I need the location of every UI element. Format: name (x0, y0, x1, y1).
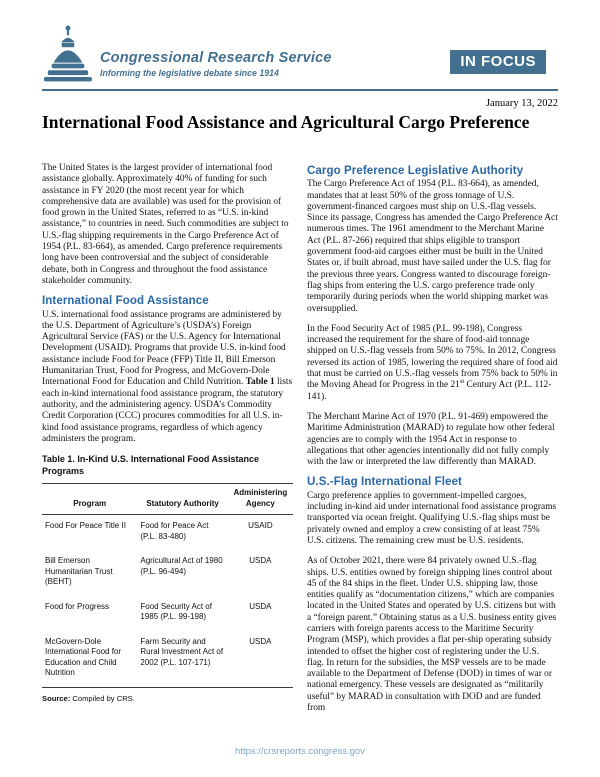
cell-statutory-authority: Food for Peace Act (P.L. 83-480) (140, 521, 209, 541)
table-row (42, 550, 293, 596)
international-food-assistance-paragraph (42, 310, 293, 446)
intro-paragraph: The United States is the largest provider of international food assistance globally. Approximately 40% of funding for such assistance in FY 2020 (the most recent year for which comprehensive data are available) was used for the provision of food grown in the United States, referred to as “U.S. in-kind assistance,” to countries in need. Such commodities are subject to U.S.-flag shipping requirements in the Cargo Preference Act of 1954 (P.L. 83-664), as amended. Cargo preference requirements long have been controversial and the subject of considerable debate, both in Congress and throughout the food assistance stakeholder community. (42, 163, 289, 286)
table-row (42, 515, 293, 551)
header-divider (42, 89, 558, 91)
cell-agency: USDA (249, 601, 272, 611)
right-column (307, 163, 558, 741)
paragraph-text: lists each in-kind international food assistance program, the statutory authority, and the administering agency. USDA’s Commodity Credit Corporation (CCC) procures commodities for all U.S. in-kind food assistance programs, regardless of which agency administers the program. (42, 377, 293, 444)
table-row (42, 631, 293, 688)
in-focus-badge: IN FOCUS (450, 50, 546, 74)
cell-statutory-authority: Food Security Act of 1985 (P.L. 99-198) (140, 601, 212, 622)
ordinal-superscript: st (459, 378, 465, 386)
column-header-statutory-authority: Statutory Authority (137, 484, 227, 515)
report-date: January 13, 2022 (485, 98, 558, 109)
cargo-preference-paragraph-2 (307, 324, 558, 403)
source-text: Compiled by CRS. (70, 693, 135, 703)
table-1-reference: Table 1 (245, 377, 275, 388)
section-heading-us-flag-international-fleet: U.S.-Flag International Fleet (307, 476, 462, 489)
table-title: Table 1. In-Kind U.S. International Food Assistance Programs (42, 454, 260, 476)
cell-agency: USDA (228, 631, 293, 688)
cell-agency: USDA (249, 556, 272, 566)
footer-url[interactable]: https://crsreports.congress.gov (235, 746, 365, 757)
logo-text-block (100, 50, 332, 82)
source-label: Source: (42, 693, 71, 703)
left-column (42, 163, 293, 741)
org-name: Congressional Research Service (100, 50, 332, 66)
paragraph-text: Century Act (P.L. 112-141). (307, 380, 552, 402)
capitol-dome-icon (42, 24, 92, 82)
cell-program: McGovern-Dole International Food for Education and Child Nutrition (42, 631, 137, 688)
table-source-note (42, 693, 293, 704)
us-flag-fleet-paragraph-1: Cargo preference applies to government-impelled cargoes, including in-kind aid under international food assistance programs transported via ocean freight. Qualifying U.S.-flag ships must be privately owned and employ a crew consisting of at least 75% U.S. citizens. The remaining crew must be U.S. residents. (307, 490, 557, 546)
page-footer (0, 741, 600, 759)
org-tagline: Informing the legislative debate since 1914 (100, 68, 279, 78)
table-header-row (42, 484, 293, 515)
us-flag-fleet-paragraph-2: As of October 2021, there were 84 privately owned U.S.-flag ships. U.S. entities owned by foreign shipping lines control about 45 of the 84 ships in the fleet. Under U.S. shipping law, those entities qualify as “documentation citizens,” which are companies located in the United States and operated by U.S. citizens but with a “foreign parent.” Obtaining status as a U.S. business entity gives carriers with foreign parents access to the Maritime Security Program (MSP), which provides a flat per-ship operating subsidy intended to offset the higher cost of registering under the U.S. flag. In return for the subsidies, the MSP vessels are to be made available to the Department of Defense (DOD) in times of war or national emergency. These vessels are designated as “militarily useful” by MARAD in consultation with DOD and are funded from (307, 556, 557, 714)
cell-program: Bill Emerson Humanitarian Trust (BEHT) (45, 556, 113, 587)
table-row (42, 596, 293, 631)
food-assistance-programs-table (42, 483, 293, 688)
column-header-administering-agency: Administering Agency (228, 484, 293, 515)
page-header (42, 24, 558, 88)
paragraph-text: U.S. international food assistance programs are administered by the U.S. Department of Agriculture’s (USDA’s) Foreign Agricultural Service (FAS) or the U.S. Agency for International Development (USAID). Programs that provide U.S. in-kind food assistance include Food for Peace (FFP) Title II, Bill Emerson Humanitarian Trust, Food for Progress, and McGovern-Dole International Food for Education and Child Nutrition. (42, 309, 286, 388)
cargo-preference-paragraph-3: The Merchant Marine Act of 1970 (P.L. 91-469) empowered the Maritime Administration (MARAD) to regulate how other federal agencies are to comply with the 1954 Act in response to allegations that other agencies intentionally did not fully comply with the law or interpreted the law differently than MARAD. (307, 411, 555, 468)
cell-program: Food For Peace Title II (45, 521, 126, 531)
cell-statutory-authority: Agricultural Act of 1980 (P.L. 96-494) (140, 556, 223, 576)
page-title: International Food Assistance and Agricultural Cargo Preference (42, 112, 530, 132)
paragraph-text: In the Food Security Act of 1985 (P.L. 99-198), Congress increased the requirement for the share of food-aid tonnage shipped on U.S.-flag vessels from 50% to 75%. In 2012, Congress reversed its action of 1985, lowering the required share of food aid that must be carried on U.S.-flag vessels from 75% back to 50% in the Moving Ahead for Progress in the 21 (307, 323, 558, 391)
cell-agency: USAID (248, 521, 273, 531)
cargo-preference-paragraph-1: The Cargo Preference Act of 1954 (P.L. 83-664), as amended, mandates that at least 50% of the gross tonnage of U.S. government-financed cargoes must ship on U.S.-flag vessels. Since its passage, Congress has amended the Cargo Preference Act numerous times. The 1961 amendment to the Merchant Marine Act (P.L. 87-266) required that ships eligible to transport government food-aid cargoes either must be built in the United States or, if built abroad, must have sailed under the U.S. flag for the previous three years. Congress wanted to discourage foreign-flag ships from entering the U.S. cargo preference trade only temporarily during periods when the world shipping market was oversupplied. (307, 179, 558, 314)
section-heading-cargo-preference-legislative-authority: Cargo Preference Legislative Authority (307, 165, 524, 177)
two-column-body (42, 163, 558, 741)
cell-program: Food for Progress (45, 601, 110, 611)
cell-statutory-authority: Farm Security and Rural Investment Act of 2002 (P.L. 107-171) (137, 631, 227, 688)
column-header-program: Program (42, 484, 137, 515)
section-heading-international-food-assistance: International Food Assistance (42, 295, 209, 308)
